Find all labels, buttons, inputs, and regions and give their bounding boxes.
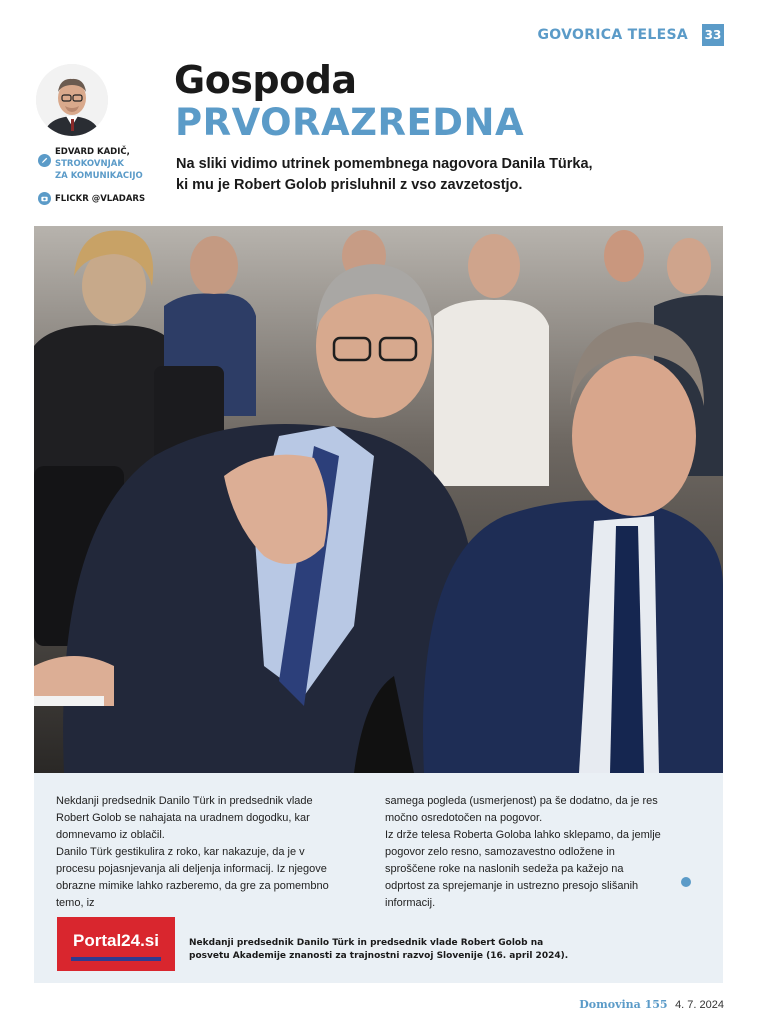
body-paragraph: Nekdanji predsednik Danilo Türk in predsednik vlade Robert Golob se nahajata na uradnem dogodku, kar domnevamo iz oblačil. xyxy=(56,795,313,841)
title-line-2: PRVORAZREDNA xyxy=(175,101,525,144)
section-label: GOVORICA TELESA xyxy=(537,27,688,43)
portal24-logo xyxy=(57,917,175,971)
footer xyxy=(579,998,724,1011)
footer-brand: Domovina 155 xyxy=(579,998,668,1011)
pen-icon xyxy=(38,154,51,167)
body-paragraph: samega pogleda (usmerjenost) pa še dodatno, da je res močno osredotočen na pogovor. xyxy=(385,795,658,824)
photo-credit xyxy=(38,192,158,205)
author-avatar xyxy=(36,64,108,136)
text-panel xyxy=(34,773,723,983)
title-line-1: Gospoda xyxy=(174,58,357,102)
page-number: 33 xyxy=(702,24,724,46)
body-paragraph: Iz drže telesa Roberta Goloba lahko sklepamo, da jemlje pogovor zelo resno, samozavestno odložene in sproščene roke na naslonih sedeža pa kažejo na odprtost za sprejemanje in ustrezno presojo slišanih informacij. xyxy=(385,829,661,909)
logo-underline xyxy=(71,957,161,961)
end-bullet-icon xyxy=(681,877,691,887)
body-paragraph: Danilo Türk gestikulira z roko, kar nakazuje, da je v procesu pojasnjevanja ali deljenja informacij. Iz njegove obrazne mimike lahko razberemo, da gre za pomembno temo, iz xyxy=(56,846,329,909)
body-column-1 xyxy=(56,793,336,912)
main-photo xyxy=(34,226,723,773)
footer-date: 4. 7. 2024 xyxy=(675,999,724,1011)
author-role-2: ZA KOMUNIKACIJO xyxy=(55,171,143,181)
author-role-1: STROKOVNJAK xyxy=(55,159,124,169)
photo-credit-text: FLICKR @VLADARS xyxy=(55,193,146,204)
camera-icon xyxy=(38,192,51,205)
lead-text: Na sliki vidimo utrinek pomembnega nagovora Danila Türka, ki mu je Robert Golob prisluhnil z vso zavzetostjo. xyxy=(176,156,593,193)
author-name: EDVARD KADIČ, xyxy=(55,147,130,157)
author-block xyxy=(38,146,158,205)
photo-caption: Nekdanji predsednik Danilo Türk in predsednik vlade Robert Golob na posvetu Akademije znanosti za trajnostni razvoj Slovenije (16. april 2024). xyxy=(189,938,569,961)
logo-text: Portal24.si xyxy=(73,931,159,950)
body-column-2 xyxy=(385,793,665,912)
